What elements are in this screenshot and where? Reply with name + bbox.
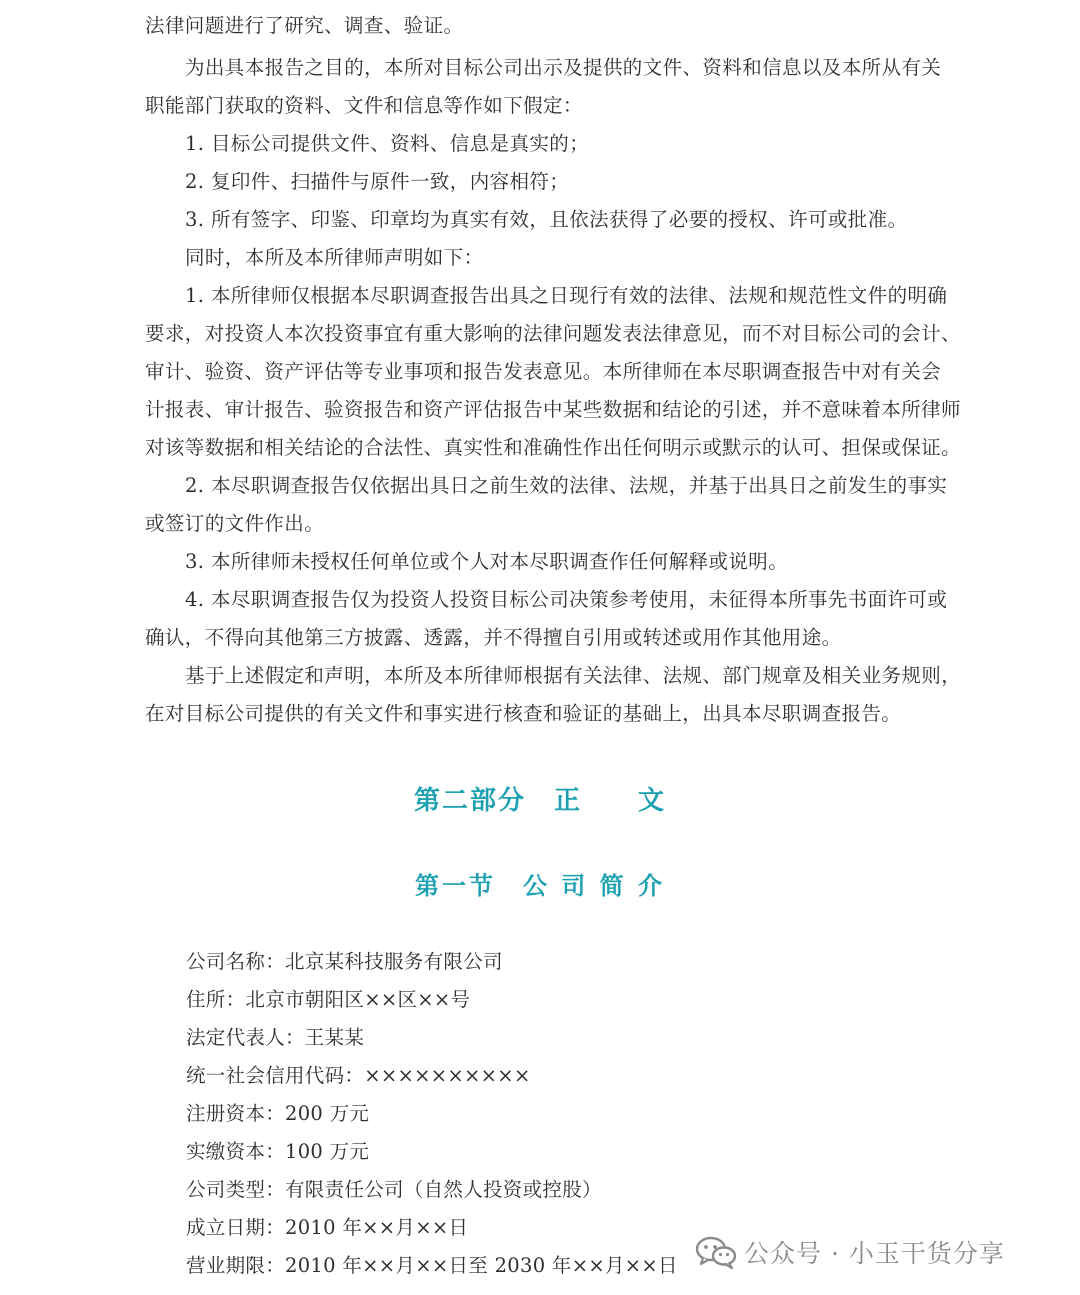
section-heading: 第一节 公 司 简 介 <box>414 872 666 900</box>
text-line: 2. 复印件、扫描件与原件一致，内容相符； <box>185 170 570 193</box>
text-line: 3. 所有签字、印鉴、印章均为真实有效，且依法获得了必要的授权、许可或批准。 <box>185 208 908 231</box>
company-name: 公司名称：北京某科技服务有限公司 <box>186 950 503 973</box>
company-type: 公司类型：有限责任公司（自然人投资或控股） <box>186 1178 602 1201</box>
watermark-text: 公众号 · 小玉干货分享 <box>744 1239 1005 1268</box>
text-line: 同时，本所及本所律师声明如下： <box>185 246 484 269</box>
text-line: 对该等数据和相关结论的合法性、真实性和准确性作出任何明示或默示的认可、担保或保证。 <box>145 436 961 459</box>
registered-capital: 注册资本：200 万元 <box>186 1102 370 1125</box>
text-line: 或签订的文件作出。 <box>145 512 325 535</box>
legal-representative: 法定代表人：王某某 <box>186 1026 365 1049</box>
part-heading: 第二部分 正 文 <box>413 786 666 816</box>
company-address: 住所：北京市朝阳区××区××号 <box>186 988 471 1011</box>
text-line: 要求，对投资人本次投资事宜有重大影响的法律问题发表法律意见，而不对目标公司的会计、 <box>145 322 961 345</box>
wechat-icon <box>694 1234 738 1270</box>
text-line: 职能部门获取的资料、文件和信息等作如下假定： <box>145 94 583 117</box>
text-line: 法律问题进行了研究、调查、验证。 <box>145 14 464 37</box>
paid-in-capital: 实缴资本：100 万元 <box>186 1140 370 1163</box>
text-line: 确认，不得向其他第三方披露、透露，并不得擅自引用或转述或用作其他用途。 <box>145 626 842 649</box>
establishment-date: 成立日期：2010 年××月××日 <box>186 1216 469 1239</box>
text-line: 2. 本尽职调查报告仅依据出具日之前生效的法律、法规，并基于出具日之前发生的事实 <box>185 474 948 497</box>
text-line: 1. 本所律师仅根据本尽职调查报告出具之日现行有效的法律、法规和规范性文件的明确 <box>185 284 948 307</box>
text-line: 1. 目标公司提供文件、资料、信息是真实的； <box>185 132 590 155</box>
text-line: 为出具本报告之目的，本所对目标公司出示及提供的文件、资料和信息以及本所从有关 <box>185 56 942 79</box>
text-line: 审计、验资、资产评估等专业事项和报告发表意见。本所律师在本尽职调查报告中对有关会 <box>145 360 942 383</box>
text-line: 基于上述假定和声明，本所及本所律师根据有关法律、法规、部门规章及相关业务规则， <box>185 664 962 687</box>
business-term: 营业期限：2010 年××月××日至 2030 年××月××日 <box>186 1254 678 1277</box>
credit-code: 统一社会信用代码：×××××××××× <box>186 1064 531 1087</box>
watermark <box>694 1232 1005 1272</box>
text-line: 3. 本所律师未授权任何单位或个人对本尽职调查作任何解释或说明。 <box>185 550 789 573</box>
text-line: 4. 本尽职调查报告仅为投资人投资目标公司决策参考使用，未征得本所事先书面许可或 <box>185 588 948 611</box>
text-line: 计报表、审计报告、验资报告和资产评估报告中某些数据和结论的引述，并不意味着本所律师 <box>145 398 961 421</box>
text-line: 在对目标公司提供的有关文件和事实进行核查和验证的基础上，出具本尽职调查报告。 <box>145 702 902 725</box>
